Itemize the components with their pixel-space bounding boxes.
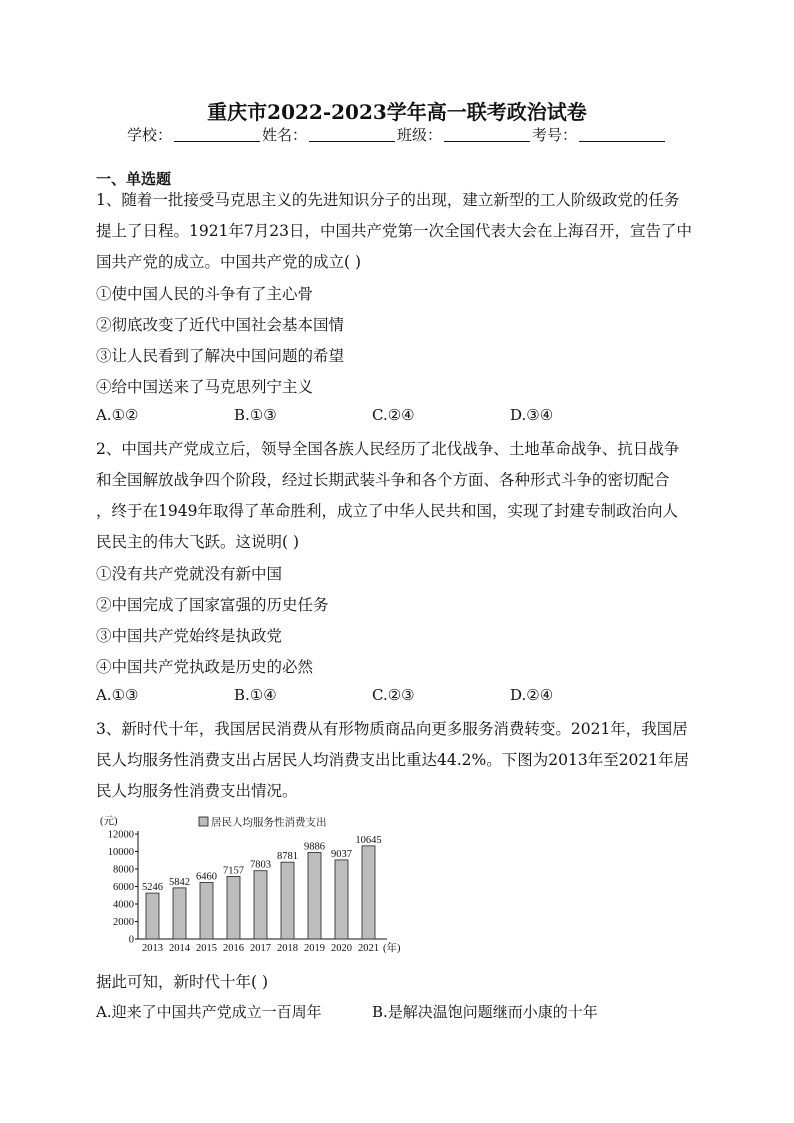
student-info-row <box>0 124 794 145</box>
y-tick-label: 6000 <box>113 882 134 893</box>
q1-stem-line: 提上了日程。1921年7月23日，中国共产党第一次全国代表大会在上海召开，宣告了中 <box>96 222 693 240</box>
y-axis-unit-label: (元) <box>100 816 118 827</box>
bar-value-label: 9037 <box>331 848 352 860</box>
q1-stem-line: 国共产党的成立。中国共产党的成立( ) <box>96 253 362 271</box>
name-label: 姓名： <box>261 126 307 144</box>
q2-stem-line: ，终于在1949年取得了革命胜利，成立了中华人民共和国，实现了封建专制政治向人 <box>96 502 678 520</box>
q1-option: ①使中国人民的斗争有了主心骨 <box>96 285 314 303</box>
examno-label: 考号： <box>532 126 578 144</box>
bar-value-label: 7803 <box>250 859 271 871</box>
legend-swatch <box>199 817 208 826</box>
q3-stem-line: 3、新时代十年，我国居民消费从有形物质商品向更多服务消费转变。2021年，我国居 <box>96 720 688 738</box>
q2-choice-b[interactable]: B.①④ <box>234 686 277 704</box>
q3-stem-line: 民人均服务性消费支出情况。 <box>96 782 298 800</box>
section-heading: 一、单选题 <box>96 170 172 188</box>
name-blank[interactable] <box>309 127 395 142</box>
q3-question: 据此可知，新时代十年( ) <box>96 973 269 991</box>
bar <box>146 893 159 939</box>
x-tick-label: 2013 <box>142 943 163 954</box>
bar-value-label: 5842 <box>169 876 190 888</box>
q1-option: ②彻底改变了近代中国社会基本国情 <box>96 316 345 334</box>
q2-choice-d[interactable]: D.②④ <box>510 686 554 704</box>
x-tick-label: 2020 <box>331 943 352 954</box>
x-tick-label: 2014 <box>169 943 190 954</box>
q2-stem-line: 和全国解放战争四个阶段，经过长期武装斗争和各个方面、各种形式斗争的密切配合 <box>96 471 670 489</box>
class-blank[interactable] <box>444 127 530 142</box>
service-spending-bar-chart <box>96 813 416 955</box>
q2-choice-a[interactable]: A.①③ <box>96 686 139 704</box>
q2-option: ②中国完成了国家富强的历史任务 <box>96 596 329 614</box>
q1-option: ④给中国送来了马克思列宁主义 <box>96 378 314 396</box>
q2-option: ③中国共产党始终是执政党 <box>96 627 283 645</box>
bar-value-label: 9886 <box>304 841 325 853</box>
x-tick-label: 2021 <box>358 943 379 954</box>
exam-title: 重庆市2022-2023学年高一联考政治试卷 <box>207 100 587 124</box>
bar <box>308 852 321 939</box>
q1-choice-a[interactable]: A.①② <box>96 406 139 424</box>
y-tick-label: 8000 <box>113 864 134 876</box>
x-axis-unit-label: (年) <box>383 943 401 954</box>
bar <box>227 876 240 939</box>
q1-choice-d[interactable]: D.③④ <box>510 406 554 424</box>
x-tick-label: 2016 <box>223 943 244 954</box>
examno-blank[interactable] <box>579 127 665 142</box>
q2-option: ④中国共产党执政是历史的必然 <box>96 658 314 676</box>
bar-value-label: 6460 <box>196 871 217 883</box>
x-tick-label: 2018 <box>277 943 298 954</box>
q1-option: ③让人民看到了解决中国问题的希望 <box>96 347 345 365</box>
school-blank[interactable] <box>174 127 260 142</box>
q1-stem-line: 1、随着一批接受马克思主义的先进知识分子的出现，建立新型的工人阶级政党的任务 <box>96 191 680 209</box>
y-tick-label: 10000 <box>107 847 134 858</box>
bar <box>254 871 267 939</box>
bar <box>362 846 375 939</box>
q2-option: ①没有共产党就没有新中国 <box>96 565 283 583</box>
x-tick-label: 2019 <box>304 943 325 954</box>
bar-value-label: 5246 <box>142 882 163 894</box>
q1-choice-b[interactable]: B.①③ <box>234 406 277 424</box>
x-tick-label: 2017 <box>250 943 271 954</box>
bar-value-label: 10645 <box>355 834 382 846</box>
y-tick-label: 4000 <box>113 899 134 911</box>
y-tick-label: 0 <box>128 934 134 946</box>
y-tick-label: 12000 <box>107 829 134 841</box>
bar <box>281 862 294 939</box>
bar <box>200 882 213 939</box>
legend-label: 居民人均服务性消费支出 <box>211 817 327 829</box>
q3-choice-b[interactable]: B.是解决温饱问题继而小康的十年 <box>372 1003 598 1021</box>
y-tick-label: 2000 <box>113 917 134 928</box>
q3-choice-a[interactable]: A.迎来了中国共产党成立一百周年 <box>96 1003 322 1021</box>
bar-value-label: 8781 <box>277 851 298 863</box>
class-label: 班级： <box>397 126 443 144</box>
q3-stem-line: 民人均服务性消费支出占居民人均消费支出比重达44.2%。下图为2013年至2021年居 <box>96 751 690 769</box>
q2-choice-c[interactable]: C.②③ <box>372 686 415 704</box>
q1-choice-c[interactable]: C.②④ <box>372 406 415 424</box>
bar <box>173 888 186 939</box>
q2-stem-line: 民民主的伟大飞跃。这说明( ) <box>96 533 300 551</box>
bar <box>335 860 348 939</box>
school-label: 学校： <box>126 126 172 144</box>
bar-value-label: 7157 <box>223 865 244 877</box>
q2-stem-line: 2、中国共产党成立后，领导全国各族人民经历了北伐战争、土地革命战争、抗日战争 <box>96 440 680 458</box>
x-tick-label: 2015 <box>196 943 217 954</box>
